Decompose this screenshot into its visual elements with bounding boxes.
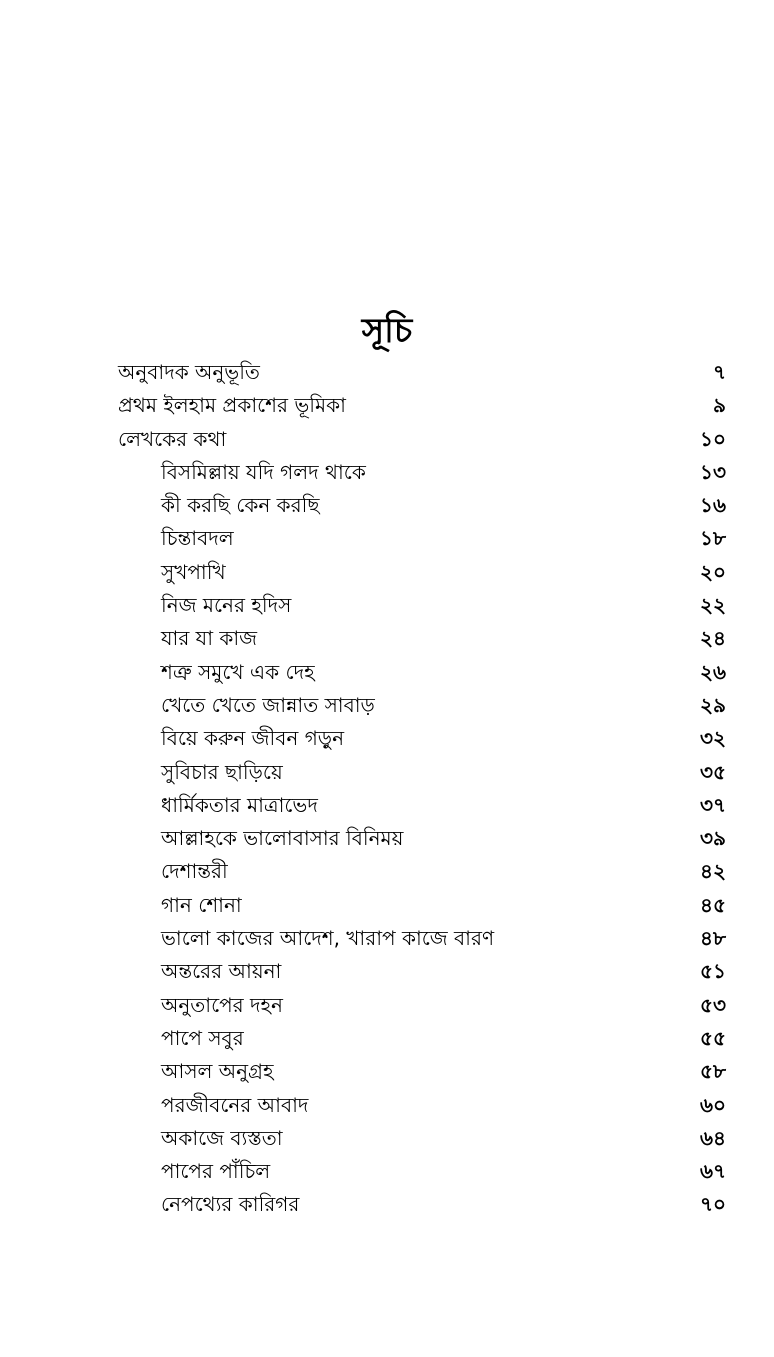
toc-entry-page-number: ২৯ [700, 692, 726, 717]
toc-entry-label: শত্রু সমুখে এক দেহ [161, 659, 315, 684]
toc-entry-label: প্রথম ইলহাম প্রকাশের ভূমিকা [118, 393, 346, 418]
toc-entry-page-number: ২৬ [699, 659, 726, 684]
toc-entry-page-number: ৩২ [699, 726, 726, 751]
toc-entry-page-number: ২২ [699, 593, 726, 618]
toc-entry [118, 1188, 726, 1221]
toc-entry-page-number: ৯ [713, 393, 726, 418]
toc-entry [118, 722, 726, 755]
toc-entry [118, 889, 726, 922]
toc-entry-label: বিয়ে করুন জীবন গড়ুন [161, 726, 345, 751]
toc-entry-label: নিজ মনের হদিস [161, 593, 292, 618]
toc-entry-label: যার যা কাজ [161, 626, 258, 651]
toc-entry-label: সুখপাখি [161, 559, 226, 584]
toc-entry-label: অনুবাদক অনুভূতি [118, 360, 260, 384]
toc-entry-label: খেতে খেতে জান্নাত সাবাড় [161, 692, 375, 717]
toc-entry-label: নেপথ্যের কারিগর [161, 1192, 300, 1217]
table-of-contents [118, 356, 726, 1222]
toc-entry-page-number: ২৪ [700, 626, 726, 651]
toc-entry-label: লেখকের কথা [118, 426, 227, 451]
toc-entry [118, 989, 726, 1022]
toc-entry-label: ভালো কাজের আদেশ, খারাপ কাজে বারণ [161, 926, 495, 951]
toc-entry-page-number: ৪৫ [700, 892, 726, 917]
toc-entry [118, 389, 726, 422]
toc-entry [118, 922, 726, 955]
toc-entry-label: বিসমিল্লায় যদি গলদ থাকে [161, 459, 366, 484]
toc-entry-page-number: ২০ [699, 559, 726, 584]
toc-entry [118, 1155, 726, 1188]
toc-entry-page-number: ৫৮ [700, 1059, 726, 1084]
toc-entry-page-number: ৭ [712, 360, 726, 384]
toc-entry [118, 689, 726, 722]
toc-entry [118, 1022, 726, 1055]
toc-entry [118, 589, 726, 622]
toc-entry-page-number: ৩৭ [699, 792, 726, 817]
toc-entry-page-number: ১৮ [700, 526, 726, 551]
toc-entry-page-number: ১০ [700, 426, 726, 451]
toc-entry [118, 489, 726, 522]
toc-entry-label: ধার্মিকতার মাত্রাভেদ [161, 792, 318, 817]
toc-entry-page-number: ৩৯ [700, 826, 726, 851]
toc-entry [118, 1055, 726, 1088]
toc-entry-label: অনুতাপের দহন [161, 992, 283, 1017]
toc-entry-page-number: ১৩ [700, 459, 726, 484]
toc-entry-label: সুবিচার ছাড়িয়ে [161, 759, 283, 784]
toc-entry-label: কী করছি কেন করছি [161, 493, 320, 518]
toc-entry-label: অকাজে ব্যস্ততা [161, 1125, 283, 1150]
toc-entry [118, 756, 726, 789]
page-title: সূচি [361, 310, 413, 351]
toc-entry-page-number: ৭০ [699, 1192, 726, 1217]
toc-entry-page-number: ৪৮ [700, 926, 726, 951]
toc-entry-label: পাপে সবুর [161, 1025, 244, 1050]
toc-entry [118, 789, 726, 822]
toc-entry-page-number: ৫৩ [700, 992, 726, 1017]
toc-entry [118, 656, 726, 689]
toc-entry [118, 622, 726, 655]
toc-entry-page-number: ৫১ [700, 959, 726, 984]
toc-entry [118, 522, 726, 555]
toc-entry [118, 855, 726, 888]
toc-entry [118, 456, 726, 489]
toc-entry-label: দেশান্তরী [161, 859, 228, 884]
toc-entry [118, 556, 726, 589]
toc-entry-page-number: ৩৫ [700, 759, 726, 784]
toc-entry-page-number: ১৬ [700, 493, 726, 518]
toc-entry-label: পাপের পাঁচিল [161, 1159, 271, 1184]
toc-entry [118, 822, 726, 855]
toc-entry-page-number: ৫৫ [700, 1025, 726, 1050]
toc-entry [118, 423, 726, 456]
toc-entry [118, 356, 726, 389]
toc-entry-label: অন্তরের আয়না [161, 959, 282, 984]
toc-entry-page-number: ৪২ [700, 859, 726, 884]
toc-entry-label: আল্লাহকে ভালোবাসার বিনিময় [161, 826, 404, 851]
toc-entry-page-number: ৬৭ [699, 1159, 726, 1184]
toc-entry-page-number: ৬০ [699, 1092, 726, 1117]
toc-entry [118, 1089, 726, 1122]
toc-entry [118, 1122, 726, 1155]
toc-entry [118, 955, 726, 988]
toc-entry-label: পরজীবনের আবাদ [161, 1092, 309, 1117]
toc-entry-label: আসল অনুগ্রহ [161, 1059, 274, 1084]
toc-entry-page-number: ৬৪ [700, 1125, 726, 1150]
toc-entry-label: চিন্তাবদল [161, 526, 234, 551]
toc-entry-label: গান শোনা [161, 892, 242, 917]
